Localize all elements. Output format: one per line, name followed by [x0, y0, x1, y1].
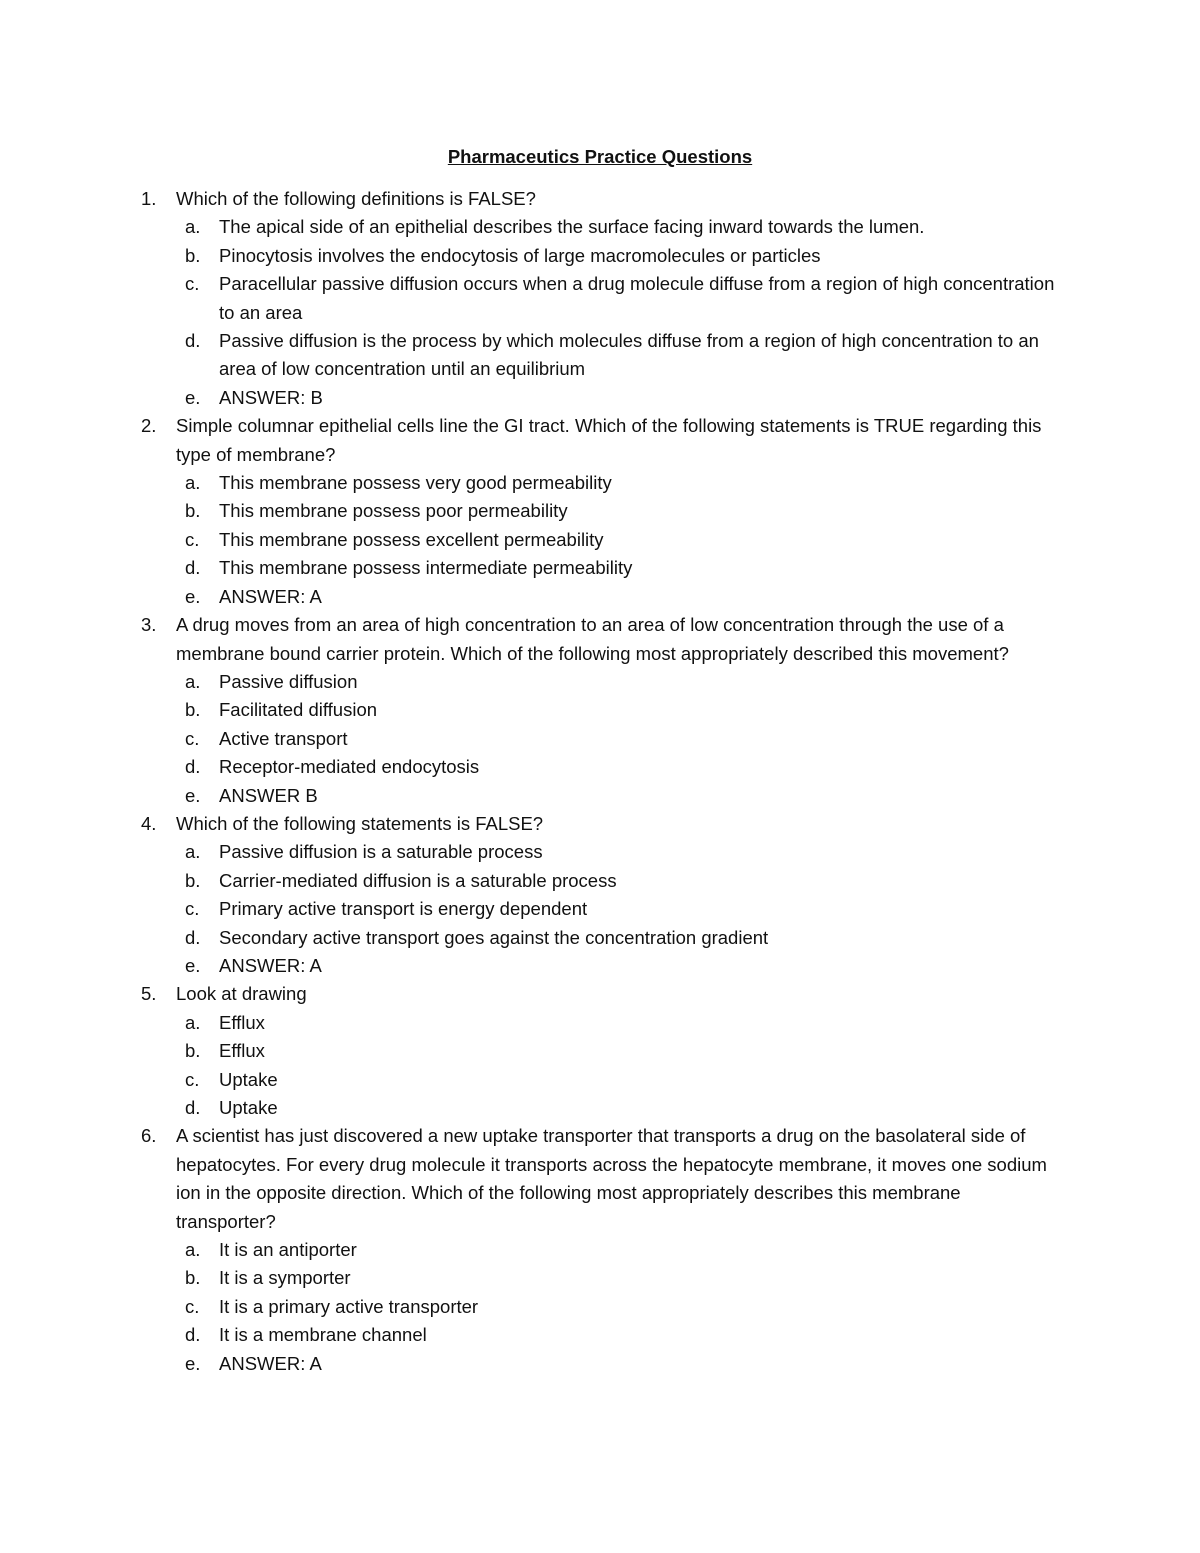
- option-letter: d.: [185, 926, 201, 948]
- answer-option: [176, 668, 1060, 696]
- question-item: [0, 185, 1200, 412]
- option-letter: a.: [185, 1239, 201, 1261]
- option-text: ANSWER: A: [219, 1352, 322, 1374]
- option-text: This membrane possess poor permeability: [219, 500, 568, 522]
- question-text: Which of the following statements is FALSE?: [176, 812, 544, 834]
- option-text: ANSWER B: [219, 784, 318, 806]
- question-number: 5.: [141, 983, 157, 1005]
- answer-option: [176, 1293, 1060, 1321]
- option-letter: c.: [185, 273, 200, 295]
- option-letter: d.: [185, 756, 201, 778]
- option-text: It is a primary active transporter: [219, 1295, 479, 1317]
- option-letter: c.: [185, 898, 200, 920]
- option-text: It is a symporter: [219, 1267, 351, 1289]
- option-letter: a.: [185, 670, 201, 692]
- answer-option: [176, 1009, 1060, 1037]
- option-text: It is an antiporter: [219, 1239, 357, 1261]
- answer-option: [176, 497, 1060, 525]
- option-text: This membrane possess very good permeability: [219, 472, 612, 494]
- answer-option: [176, 1321, 1060, 1349]
- option-letter: c.: [185, 727, 200, 749]
- option-letter: d.: [185, 1097, 201, 1118]
- answer-option: [176, 725, 1060, 753]
- option-text: This membrane possess excellent permeability: [219, 528, 604, 550]
- option-letter: b.: [185, 1267, 201, 1289]
- option-text: Efflux: [219, 1040, 265, 1062]
- option-text: Facilitated diffusion: [219, 699, 378, 721]
- option-letter: e.: [185, 386, 201, 408]
- answer-option: [176, 469, 1060, 497]
- option-text: Uptake: [219, 1068, 278, 1090]
- question-text: Look at drawing: [176, 983, 307, 1005]
- question-text: Simple columnar epithelial cells line the GI tract. Which of the following statements is TRUE regarding this type of membrane?: [176, 415, 1042, 465]
- question-item: [0, 810, 1200, 980]
- option-letter: e.: [185, 1352, 201, 1374]
- option-text: Efflux: [219, 1011, 265, 1033]
- option-letter: b.: [185, 1040, 201, 1062]
- option-letter: a.: [185, 1011, 201, 1033]
- option-letter: a.: [185, 472, 201, 494]
- answer-option: [176, 1264, 1060, 1292]
- option-text: Carrier-mediated diffusion is a saturable process: [219, 869, 617, 891]
- answer-option: [176, 384, 1060, 412]
- answer-option: [176, 867, 1060, 895]
- option-text: The apical side of an epithelial describes the surface facing inward towards the lumen.: [219, 216, 925, 238]
- question-number: 3.: [141, 614, 157, 636]
- option-text: Passive diffusion: [219, 670, 358, 692]
- answer-option: [176, 952, 1060, 980]
- answer-option: [176, 327, 1060, 384]
- option-letter: d.: [185, 330, 201, 352]
- question-text: A drug moves from an area of high concentration to an area of low concentration through the use of a membrane bound carrier protein. Which of the following most appropriately described this movement?: [176, 614, 1009, 664]
- option-list: [176, 1236, 1060, 1378]
- option-letter: e.: [185, 784, 201, 806]
- answer-option: [176, 753, 1060, 781]
- option-text: Uptake: [219, 1097, 278, 1118]
- option-text: ANSWER: A: [219, 585, 322, 607]
- option-text: Passive diffusion is a saturable process: [219, 841, 543, 863]
- answer-option: [176, 838, 1060, 866]
- page-title: Pharmaceutics Practice Questions: [447, 146, 753, 167]
- option-list: [176, 213, 1060, 412]
- option-text: Receptor-mediated endocytosis: [219, 756, 480, 778]
- question-list: [0, 185, 1200, 1378]
- option-list: [176, 469, 1060, 611]
- option-letter: c.: [185, 1295, 200, 1317]
- answer-option: [176, 1094, 1060, 1122]
- option-letter: d.: [185, 557, 201, 579]
- answer-option: [176, 782, 1060, 810]
- answer-option: [176, 895, 1060, 923]
- answer-option: [176, 1066, 1060, 1094]
- answer-option: [176, 1037, 1060, 1065]
- option-letter: e.: [185, 585, 201, 607]
- option-list: [176, 838, 1060, 980]
- question-item: [0, 1122, 1200, 1378]
- question-text: A scientist has just discovered a new uptake transporter that transports a drug on the basolateral side of hepatocytes. For every drug molecule it transports across the hepatocyte membrane, it moves one sodium ion in the opposite direction. Which of the following most appropriately describes this membrane transporter?: [176, 1125, 1047, 1232]
- question-number: 2.: [141, 415, 157, 437]
- question-number: 4.: [141, 812, 157, 834]
- question-number: 1.: [141, 188, 157, 209]
- option-text: Paracellular passive diffusion occurs when a drug molecule diffuse from a region of high concentration to an area: [219, 273, 1055, 323]
- option-text: It is a membrane channel: [219, 1324, 427, 1346]
- option-list: [176, 1009, 1060, 1123]
- option-letter: d.: [185, 1324, 201, 1346]
- answer-option: [176, 213, 1060, 241]
- option-list: [176, 668, 1060, 810]
- option-text: Active transport: [219, 727, 348, 749]
- option-letter: e.: [185, 954, 201, 976]
- question-item: [0, 980, 1200, 1122]
- option-text: Passive diffusion is the process by which molecules diffuse from a region of high concentration to an area of low concentration until an equilibrium: [219, 330, 1039, 380]
- question-text: Which of the following definitions is FALSE?: [176, 188, 536, 209]
- option-text: Pinocytosis involves the endocytosis of large macromolecules or particles: [219, 244, 821, 266]
- option-text: ANSWER: A: [219, 954, 322, 976]
- option-letter: b.: [185, 699, 201, 721]
- option-text: Secondary active transport goes against the concentration gradient: [219, 926, 769, 948]
- question-number: 6.: [141, 1125, 157, 1147]
- answer-option: [176, 696, 1060, 724]
- question-item: [0, 412, 1200, 611]
- option-letter: b.: [185, 500, 201, 522]
- option-letter: a.: [185, 841, 201, 863]
- answer-option: [176, 242, 1060, 270]
- answer-option: [176, 1350, 1060, 1378]
- option-text: This membrane possess intermediate permeability: [219, 557, 633, 579]
- option-letter: b.: [185, 244, 201, 266]
- option-letter: c.: [185, 1068, 200, 1090]
- option-letter: c.: [185, 528, 200, 550]
- option-text: ANSWER: B: [219, 386, 323, 408]
- option-letter: a.: [185, 216, 201, 238]
- answer-option: [176, 1236, 1060, 1264]
- option-letter: b.: [185, 869, 201, 891]
- answer-option: [176, 924, 1060, 952]
- answer-option: [176, 526, 1060, 554]
- question-item: [0, 611, 1200, 810]
- option-text: Primary active transport is energy dependent: [219, 898, 588, 920]
- answer-option: [176, 554, 1060, 582]
- answer-option: [176, 270, 1060, 327]
- answer-option: [176, 583, 1060, 611]
